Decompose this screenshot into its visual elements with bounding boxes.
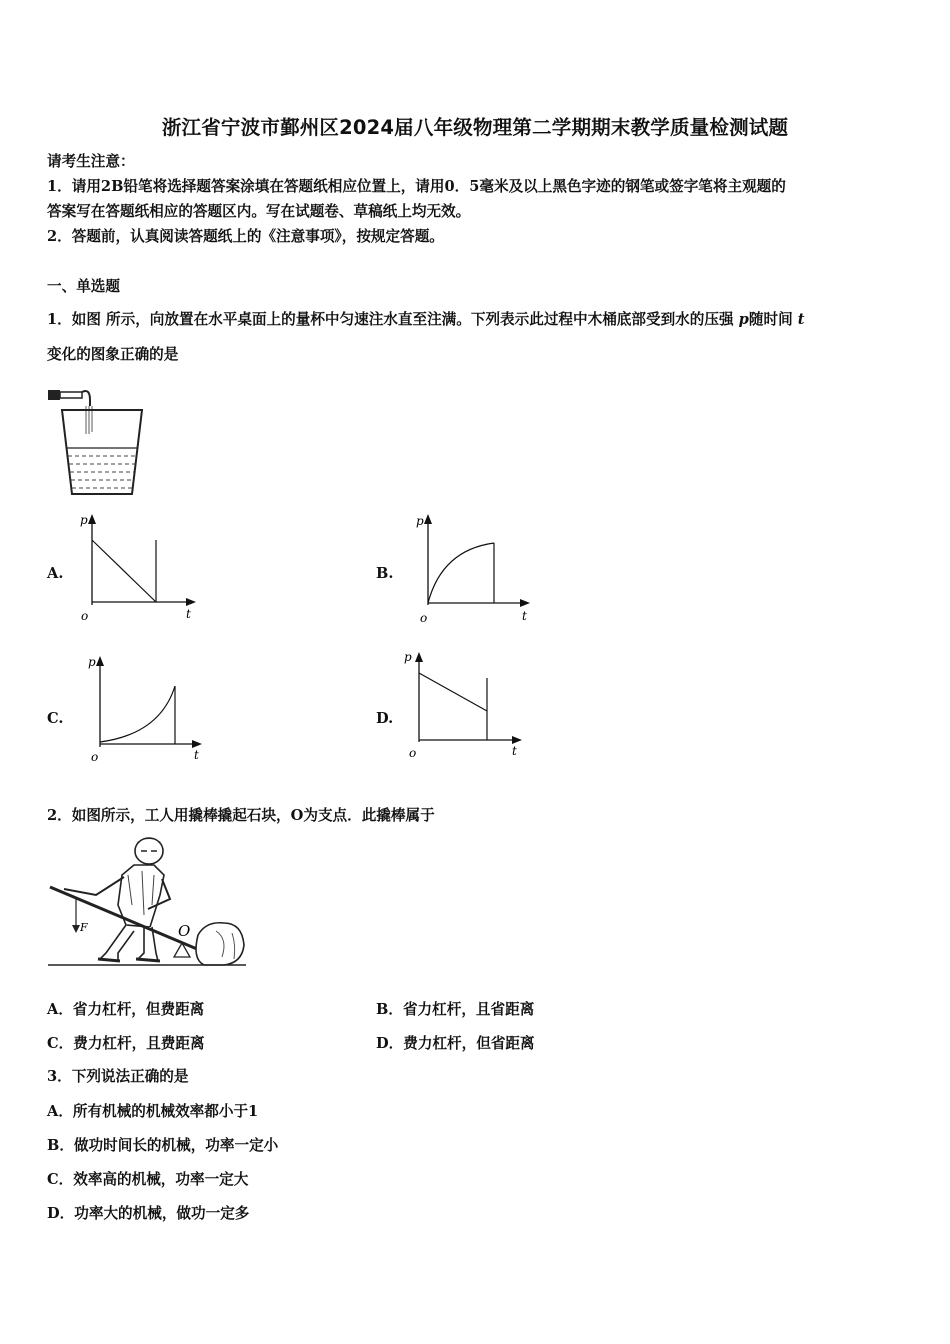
origin-label: o: [420, 611, 428, 625]
axis-p-label: p: [80, 513, 88, 527]
water-level-lines: [68, 456, 136, 488]
bucket-faucet-figure: [46, 380, 146, 498]
measuring-cup: [62, 410, 142, 494]
q2-stem: 2．如图所示，工人用撬棒撬起石块，O为支点．此撬棒属于: [47, 807, 435, 824]
q2-option-d-text: 费力杠杆，但省距离: [403, 1035, 535, 1052]
q2-option-a-label: A．: [47, 1001, 73, 1018]
q1-var-t: t: [797, 311, 805, 328]
q3-option-b-label: B．: [47, 1137, 74, 1154]
q2-option-b-text: 省力杠杆，且省距离: [402, 1001, 535, 1018]
q1-option-b-label[interactable]: B.: [376, 565, 394, 582]
q1-graph-c[interactable]: [80, 652, 215, 767]
origin-label: o: [409, 746, 417, 760]
axis-p-label: p: [404, 650, 412, 664]
q1-graph-b[interactable]: [408, 510, 543, 625]
q2-option-b-label: B．: [376, 1001, 403, 1018]
rock: [196, 923, 244, 965]
q3-option-a-label: A．: [47, 1103, 73, 1120]
q2-option-c-text: 费力杠杆，且费距离: [73, 1035, 205, 1052]
axis-t-label: t: [186, 607, 191, 621]
q1-stem-line2: 变化的图象正确的是: [47, 346, 179, 363]
q2-option-d-label: D．: [376, 1035, 404, 1052]
q3-option-c-text: 效率高的机械，功率一定大: [73, 1171, 249, 1188]
q1-graph-a[interactable]: [70, 510, 205, 625]
q2-option-c-label: C．: [47, 1035, 74, 1052]
q2-option-a-text: 省力杠杆，但费距离: [72, 1001, 205, 1018]
axis-p-label: p: [416, 514, 424, 528]
q3-option-c[interactable]: [47, 1168, 248, 1189]
q1-stem-text: 1．如图 所示，向放置在水平桌面上的量杯中匀速注水直至注满。下列表示此过程中木桶底部受到水的压强: [47, 311, 734, 328]
section-heading: 一、单选题: [47, 278, 120, 295]
q3-option-a-text: 所有机械的机械效率都小于1: [72, 1103, 259, 1120]
curve-d: [419, 673, 487, 711]
q1-option-d-label[interactable]: D.: [376, 710, 394, 727]
curve-b: [428, 543, 494, 603]
q3-stem: 3．下列说法正确的是: [47, 1068, 189, 1085]
page-title: 浙江省宁波市鄞州区2024届八年级物理第二学期期末教学质量检测试题: [161, 116, 789, 139]
q1-option-a-label[interactable]: A.: [47, 565, 64, 582]
q3-option-d-label: D．: [47, 1205, 75, 1222]
q2-option-b[interactable]: [376, 998, 534, 1019]
axis-t-label: t: [522, 609, 527, 623]
origin-label: o: [91, 750, 99, 764]
curve-a: [92, 540, 156, 602]
fulcrum-label: O: [178, 922, 191, 940]
q3-option-a[interactable]: [47, 1100, 258, 1121]
q2-option-d[interactable]: [376, 1032, 535, 1053]
q3-option-d-text: 功率大的机械，做功一定多: [74, 1205, 250, 1222]
faucet-handle: [48, 390, 60, 400]
q2-option-c[interactable]: [47, 1032, 205, 1053]
q3-option-c-label: C．: [47, 1171, 74, 1188]
axis-t-label: t: [512, 744, 517, 758]
force-label: F: [80, 921, 88, 934]
q1-stem-mid: 随时间: [748, 311, 793, 328]
curve-c: [100, 686, 175, 742]
axis-t-label: t: [194, 748, 199, 762]
q2-option-a[interactable]: [47, 998, 204, 1019]
axis-p-label: p: [88, 655, 96, 669]
notice-line-2: 2．答题前，认真阅读答题纸上的《注意事项》，按规定答题。: [47, 228, 444, 245]
q1-stem-line1: [47, 310, 805, 330]
q1-var-p: p: [738, 311, 749, 328]
q3-option-b[interactable]: [47, 1134, 278, 1155]
q1-graph-d[interactable]: [400, 648, 535, 763]
notice-heading: 请考生注意：: [47, 153, 135, 170]
notice-line-1a: 1．请用2B铅笔将选择题答案涂填在答题纸相应位置上，请用0．5毫米及以上黑色字迹的钢笔或签字笔将主观题的: [47, 178, 786, 195]
notice-line-1b: 答案写在答题纸相应的答题区内。写在试题卷、草稿纸上均无效。: [47, 203, 471, 220]
worker-crowbar-figure: [46, 835, 251, 970]
q1-option-c-label[interactable]: C.: [47, 710, 64, 727]
origin-label: o: [81, 609, 89, 623]
q3-option-b-text: 做功时间长的机械，功率一定小: [73, 1137, 279, 1154]
q3-option-d[interactable]: [47, 1202, 249, 1223]
